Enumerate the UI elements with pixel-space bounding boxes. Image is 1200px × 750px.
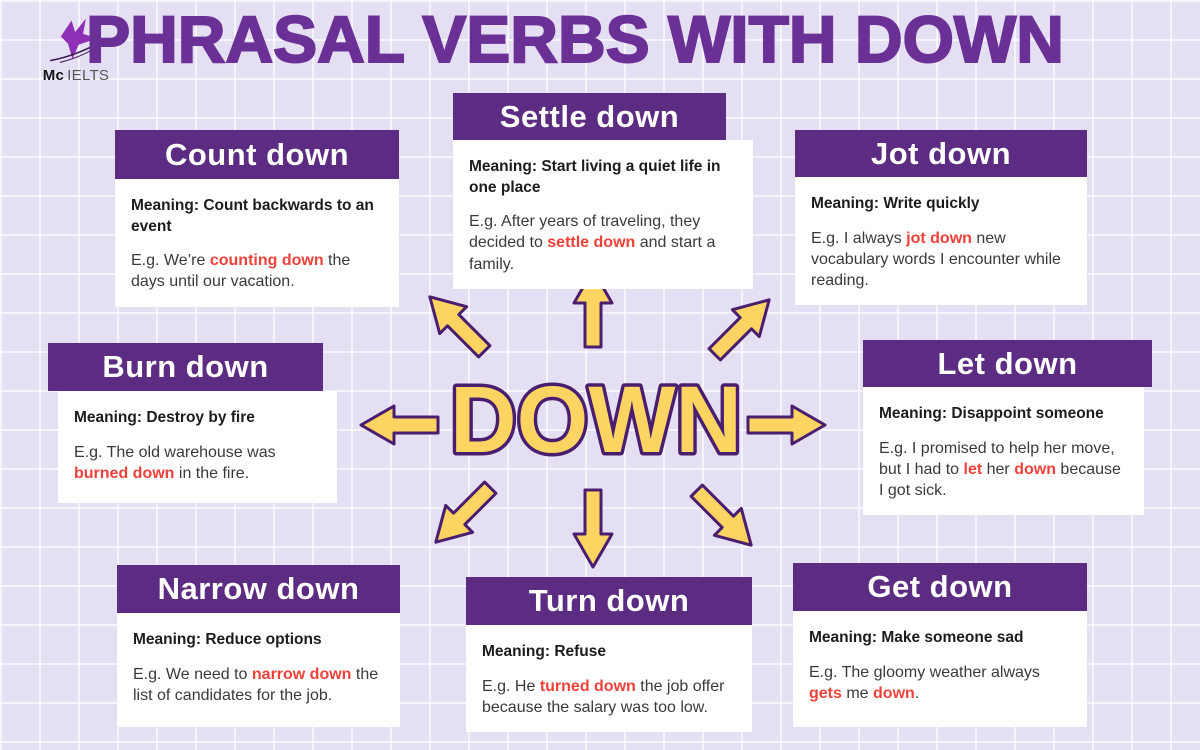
arrow-down-right-icon xyxy=(681,475,769,563)
card-body xyxy=(58,391,337,503)
arrow-left-icon xyxy=(358,403,438,447)
card-body xyxy=(863,387,1144,515)
card-narrow-down xyxy=(117,565,400,727)
arrow-down-icon xyxy=(571,490,615,570)
card-title: Burn down xyxy=(102,349,269,384)
card-title: Turn down xyxy=(528,583,690,618)
arrow-right-icon xyxy=(748,403,828,447)
card-jot-down xyxy=(795,130,1087,305)
card-body xyxy=(795,177,1087,305)
card-title-bar xyxy=(795,130,1087,177)
page-title: PHRASAL VERBS WITH DOWN xyxy=(86,2,1064,76)
card-get-down xyxy=(793,563,1087,727)
card-title-bar xyxy=(117,565,400,613)
card-meaning: Meaning: Make someone sad xyxy=(809,629,1024,646)
card-title-bar xyxy=(466,577,752,625)
card-meaning: Meaning: Refuse xyxy=(482,643,607,660)
card-title-bar xyxy=(863,340,1152,387)
card-title: Jot down xyxy=(870,135,1012,171)
card-meaning: Meaning: Write quickly xyxy=(811,195,980,212)
card-count-down xyxy=(115,130,399,307)
card-title-bar xyxy=(453,93,726,140)
card-meaning: Meaning: Reduce options xyxy=(133,631,322,648)
card-meaning: Meaning: Destroy by fire xyxy=(74,409,255,426)
card-example: E.g. The old warehouse was burned down in the fire. xyxy=(74,443,276,482)
card-example: E.g. We’re counting down the days until our vacation. xyxy=(131,252,351,291)
card-body xyxy=(453,140,753,289)
card-meaning: Meaning: Disappoint someone xyxy=(879,405,1104,422)
brand-name-bold: Mc xyxy=(42,67,65,84)
card-burn-down xyxy=(48,343,337,503)
card-body xyxy=(466,625,752,732)
card-body xyxy=(115,179,399,307)
card-example: E.g. After years of traveling, they decided to settle down and start a family. xyxy=(469,213,716,273)
card-title-bar xyxy=(48,343,323,391)
center-word-down xyxy=(446,367,746,473)
card-meaning: Meaning: Start living a quiet life in one place xyxy=(469,158,721,196)
card-body xyxy=(793,611,1087,727)
arrow-up-left-icon xyxy=(412,279,500,367)
card-title: Let down xyxy=(937,345,1078,381)
card-title-bar xyxy=(793,563,1087,611)
card-turn-down xyxy=(466,577,752,732)
card-title-bar xyxy=(115,130,399,179)
center-word-text: DOWN xyxy=(450,367,742,473)
card-example: E.g. We need to narrow down the list of candidates for the job. xyxy=(133,665,379,704)
card-example: E.g. He turned down the job offer because the salary was too low. xyxy=(482,677,725,716)
arrow-up-right-icon xyxy=(699,282,787,370)
brand-name-light: IELTS xyxy=(67,67,110,84)
card-title: Get down xyxy=(867,569,1013,604)
card-settle-down xyxy=(453,93,753,289)
arrow-down-left-icon xyxy=(418,472,506,560)
card-example: E.g. I promised to help her move, but I had to let her down because I got sick. xyxy=(879,439,1121,500)
card-title: Settle down xyxy=(499,98,680,134)
card-body xyxy=(117,613,400,727)
card-meaning: Meaning: Count backwards to an event xyxy=(131,197,374,235)
card-title: Narrow down xyxy=(157,571,360,606)
card-title: Count down xyxy=(164,136,350,172)
card-example: E.g. The gloomy weather always gets me down. xyxy=(809,663,1040,702)
card-example: E.g. I always jot down new vocabulary words I encounter while reading. xyxy=(811,229,1061,290)
card-let-down xyxy=(863,340,1152,515)
